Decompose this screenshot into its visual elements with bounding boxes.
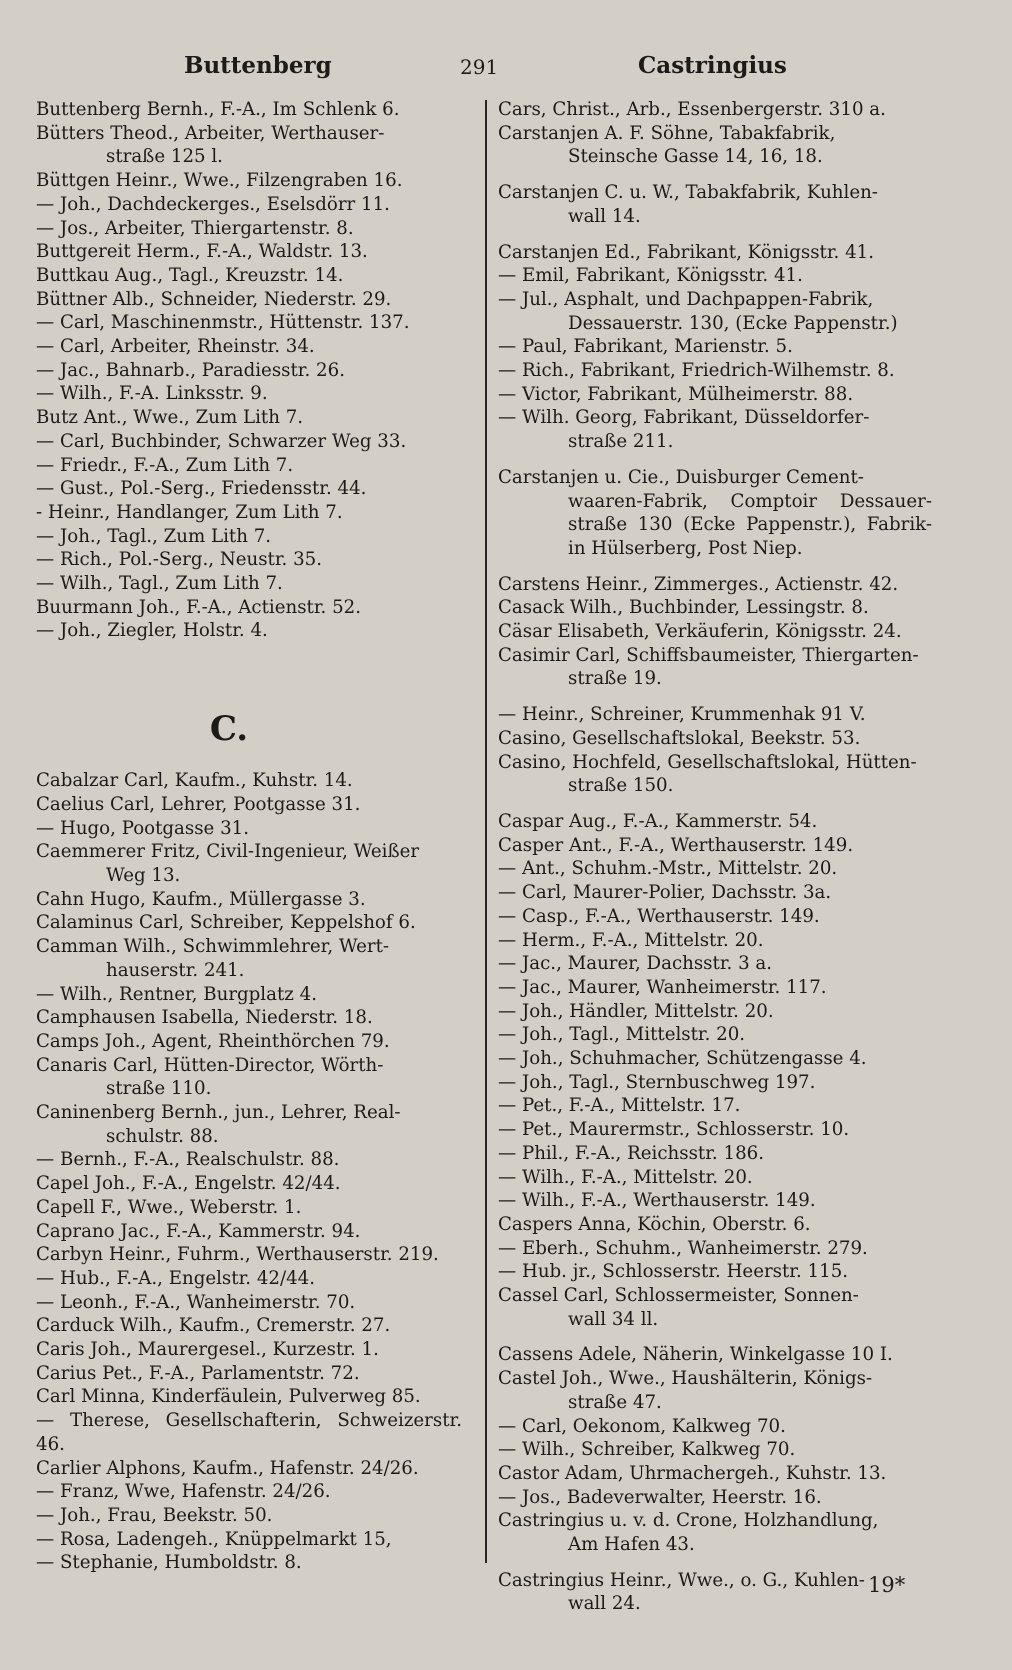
- entry-text: — Wilh., Schreiber, Kalkweg 70.: [498, 1439, 796, 1461]
- entry-text: — Jos., Arbeiter, Thiergartenstr. 8.: [36, 217, 354, 239]
- directory-entry: [498, 264, 932, 288]
- entry-text: — Carl, Maschinenmstr., Hüttenstr. 137.: [36, 312, 410, 334]
- directory-entry: [36, 1504, 462, 1528]
- entry-text: — Joh., Tagl., Mittelstr. 20.: [498, 1024, 746, 1046]
- entry-text: — Pet., Maurermstr., Schlosserstr. 10.: [498, 1119, 850, 1141]
- entry-continuation: hauserstr. 241.: [106, 959, 245, 981]
- directory-entry: [36, 1267, 462, 1291]
- left-column-entries-c-section: [36, 769, 462, 1575]
- directory-entry: [36, 1385, 462, 1409]
- directory-entry: [498, 1023, 932, 1047]
- entry-text: Carstanjen A. F. Söhne, Tabakfabrik,: [498, 122, 836, 144]
- entry-text: — Heinr., Schreiner, Krummenhak 91 V.: [498, 704, 866, 726]
- directory-entry: [498, 1166, 932, 1190]
- entry-text: — Pet., F.-A., Mittelstr. 17.: [498, 1095, 741, 1117]
- directory-entry: [498, 98, 932, 122]
- entry-text: — Leonh., F.-A., Wanheimerstr. 70.: [36, 1291, 356, 1313]
- entry-text: — Carl, Buchbinder, Schwarzer Weg 33.: [36, 430, 407, 452]
- column-divider: [485, 100, 487, 1563]
- entry-continuation: straße 47.: [568, 1391, 662, 1413]
- entry-text: Castel Joh., Wwe., Haushälterin, Königs-: [498, 1368, 873, 1390]
- entry-text: — Victor, Fabrikant, Mülheimerstr. 88.: [498, 383, 854, 405]
- entry-text: Castor Adam, Uhrmachergeh., Kuhstr. 13.: [498, 1462, 887, 1484]
- directory-entry: [498, 1118, 932, 1142]
- directory-entry: [498, 952, 932, 976]
- entry-text: Buurmann Joh., F.-A., Actienstr. 52.: [36, 596, 362, 618]
- directory-entry: [498, 881, 932, 905]
- page-number: 291: [460, 55, 499, 79]
- entry-text: — Rich., Fabrikant, Friedrich-Wilhemstr. 8.: [498, 360, 895, 382]
- directory-entry: [498, 1462, 932, 1486]
- entry-text: Caninenberg Bernh., jun., Lehrer, Real-: [36, 1102, 401, 1124]
- directory-entry: [36, 596, 462, 620]
- directory-entry: [498, 751, 932, 798]
- entry-text: Calaminus Carl, Schreiber, Keppelshof 6.: [36, 912, 416, 934]
- directory-entry: [36, 122, 462, 169]
- directory-entry: [36, 193, 462, 217]
- entry-continuation: Dessauerstr. 130, (Ecke Pappenstr.): [568, 312, 898, 334]
- entry-continuation: wall 34 ll.: [568, 1308, 659, 1330]
- entry-text: — Rosa, Ladengeh., Knüppelmarkt 15,: [36, 1528, 392, 1550]
- entry-spacer: [498, 691, 932, 703]
- entry-text: Cassens Adele, Näherin, Winkelgasse 10 I.: [498, 1344, 893, 1366]
- entry-text: - Heinr., Handlanger, Zum Lith 7.: [36, 501, 343, 523]
- entry-text: — Wilh., F.-A., Werthauserstr. 149.: [498, 1190, 816, 1212]
- directory-entry: [498, 1142, 932, 1166]
- entry-text: — Carl, Maurer-Polier, Dachsstr. 3a.: [498, 882, 832, 904]
- directory-entry: [498, 122, 932, 169]
- entry-text: — Joh., Tagl., Sternbuschweg 197.: [498, 1071, 816, 1093]
- entry-text: Caspar Aug., F.-A., Kammerstr. 54.: [498, 810, 818, 832]
- entry-text: — Rich., Pol.-Serg., Neustr. 35.: [36, 549, 323, 571]
- directory-entry: [36, 1101, 462, 1148]
- directory-entry: [36, 817, 462, 841]
- entry-continuation: waaren-Fabrik, Comptoir Dessauer- straße 130 (Ecke Pappenstr.), Fabrik- in Hülserberg, Post Niep.: [568, 490, 932, 559]
- entry-spacer: [498, 1557, 932, 1569]
- entry-text: Carstanjen u. Cie., Duisburger Cement-: [498, 466, 864, 488]
- entry-text: Carlier Alphons, Kaufm., Hafenstr. 24/26.: [36, 1457, 419, 1479]
- directory-entry: [36, 548, 462, 572]
- directory-entry: [498, 703, 932, 727]
- entry-text: Büttner Alb., Schneider, Niederstr. 29.: [36, 288, 392, 310]
- directory-entry: [36, 406, 462, 430]
- entry-continuation: straße 110.: [106, 1078, 212, 1100]
- directory-entry: [36, 1338, 462, 1362]
- directory-entry: [498, 1260, 932, 1284]
- right-column-entries: [498, 98, 932, 1616]
- directory-entry: [498, 241, 932, 265]
- directory-entry: [36, 619, 462, 643]
- header-left-title: Buttenberg: [184, 52, 332, 79]
- directory-entry: [498, 834, 932, 858]
- directory-entry: [498, 976, 932, 1000]
- entry-spacer: [498, 798, 932, 810]
- entry-text: Casino, Gesellschaftslokal, Beekstr. 53.: [498, 727, 861, 749]
- directory-entry: [498, 1094, 932, 1118]
- entry-text: Camman Wilh., Schwimmlehrer, Wert-: [36, 936, 390, 958]
- entry-text: Caris Joh., Maurergesel., Kurzestr. 1.: [36, 1339, 379, 1361]
- directory-entry: [498, 1071, 932, 1095]
- directory-entry: [36, 359, 462, 383]
- directory-entry: [498, 573, 932, 597]
- entry-text: — Bernh., F.-A., Realschulstr. 88.: [36, 1149, 340, 1171]
- header-right-title: Castringius: [638, 52, 787, 79]
- directory-entry: [36, 1409, 462, 1456]
- directory-entry: [498, 181, 932, 228]
- directory-entry: [36, 572, 462, 596]
- entry-text: — Stephanie, Humboldstr. 8.: [36, 1552, 302, 1574]
- entry-continuation: Am Hafen 43.: [568, 1534, 695, 1556]
- directory-entry: [36, 1362, 462, 1386]
- entry-text: Castringius u. v. d. Crone, Holzhandlung,: [498, 1510, 879, 1532]
- entry-text: Carstens Heinr., Zimmerges., Actienstr. 42.: [498, 573, 899, 595]
- directory-entry: [498, 1047, 932, 1071]
- left-column: [36, 98, 462, 1575]
- entry-continuation: straße 150.: [568, 775, 674, 797]
- entry-text: — Joh., Tagl., Zum Lith 7.: [36, 525, 272, 547]
- directory-entry: [498, 1509, 932, 1556]
- directory-entry: [498, 620, 932, 644]
- directory-entry: [36, 888, 462, 912]
- entry-spacer: [498, 561, 932, 573]
- entry-text: — Therese, Gesellschafterin, Schweizerstr. 46.: [36, 1410, 462, 1455]
- directory-entry: [36, 1243, 462, 1267]
- directory-entry: [498, 810, 932, 834]
- directory-entry: [36, 1030, 462, 1054]
- entry-text: — Jac., Maurer, Wanheimerstr. 117.: [498, 976, 827, 998]
- entry-continuation: straße 125 l.: [106, 146, 223, 168]
- directory-entry: [36, 264, 462, 288]
- directory-entry: [36, 477, 462, 501]
- entry-text: — Ant., Schuhm.-Mstr., Mittelstr. 20.: [498, 858, 838, 880]
- directory-entry: [498, 1284, 932, 1331]
- directory-entry: [36, 840, 462, 887]
- entry-text: Buttenberg Bernh., F.-A., Im Schlenk 6.: [36, 99, 400, 120]
- entry-text: Casimir Carl, Schiffsbaumeister, Thiergarten-: [498, 644, 919, 666]
- entry-text: Cars, Christ., Arb., Essenbergerstr. 310 a.: [498, 99, 886, 120]
- entry-text: — Carl, Oekonom, Kalkweg 70.: [498, 1415, 786, 1437]
- entry-text: — Hub., F.-A., Engelstr. 42/44.: [36, 1267, 316, 1289]
- directory-entry: [36, 311, 462, 335]
- entry-text: Carstanjen Ed., Fabrikant, Königsstr. 41.: [498, 241, 875, 263]
- entry-text: Bütters Theod., Arbeiter, Werthauser-: [36, 122, 385, 144]
- directory-entry: [498, 644, 932, 691]
- directory-entry: [498, 727, 932, 751]
- directory-entry: [498, 1367, 932, 1414]
- entry-continuation: wall 14.: [568, 205, 641, 227]
- entry-text: Carbyn Heinr., Fuhrm., Werthauserstr. 219.: [36, 1244, 439, 1266]
- directory-entry: [36, 1528, 462, 1552]
- directory-entry: [36, 1148, 462, 1172]
- directory-entry: [36, 1196, 462, 1220]
- left-column-entries-b-section: [36, 98, 462, 643]
- entry-text: Canaris Carl, Hütten-Director, Wörth-: [36, 1054, 384, 1076]
- entry-text: — Herm., F.-A., Mittelstr. 20.: [498, 929, 764, 951]
- entry-continuation: wall 24.: [568, 1593, 641, 1615]
- directory-entry: [498, 406, 932, 453]
- right-column: [498, 98, 932, 1616]
- directory-entry: [498, 1189, 932, 1213]
- directory-entry: [36, 240, 462, 264]
- entry-text: — Gust., Pol.-Serg., Friedensstr. 44.: [36, 478, 367, 500]
- directory-entry: [498, 288, 932, 335]
- directory-entry: [36, 430, 462, 454]
- directory-entry: [498, 1237, 932, 1261]
- entry-text: Caemmerer Fritz, Civil-Ingenieur, Weißer: [36, 841, 420, 863]
- entry-text: Buttgereit Herm., F.-A., Waldstr. 13.: [36, 241, 368, 263]
- entry-text: Cahn Hugo, Kaufm., Müllergasse 3.: [36, 888, 366, 910]
- entry-text: — Joh., Ziegler, Holstr. 4.: [36, 620, 268, 642]
- entry-continuation: straße 19.: [568, 668, 662, 690]
- directory-entry: [36, 288, 462, 312]
- directory-entry: [498, 1569, 932, 1616]
- directory-entry: [498, 905, 932, 929]
- entry-text: — Joh., Dachdeckerges., Eselsdörr 11.: [36, 193, 390, 215]
- directory-entry: [36, 1457, 462, 1481]
- entry-text: Büttgen Heinr., Wwe., Filzengraben 16.: [36, 170, 403, 192]
- entry-text: — Paul, Fabrikant, Marienstr. 5.: [498, 336, 793, 358]
- directory-entry: [498, 1486, 932, 1510]
- entry-text: Camps Joh., Agent, Rheinthörchen 79.: [36, 1030, 390, 1052]
- directory-entry: [498, 1438, 932, 1462]
- directory-entry: [36, 935, 462, 982]
- entry-text: — Wilh., F.-A. Linksstr. 9.: [36, 383, 268, 405]
- entry-text: — Emil, Fabrikant, Königsstr. 41.: [498, 265, 803, 287]
- directory-entry: [498, 1213, 932, 1237]
- entry-text: — Jac., Maurer, Dachsstr. 3 a.: [498, 953, 773, 975]
- directory-entry: [498, 359, 932, 383]
- entry-spacer: [498, 229, 932, 241]
- entry-spacer: [498, 454, 932, 466]
- directory-entry: [36, 382, 462, 406]
- entry-text: Castringius Heinr., Wwe., o. G., Kuhlen-: [498, 1569, 865, 1591]
- entry-text: Carduck Wilh., Kaufm., Cremerstr. 27.: [36, 1315, 391, 1337]
- directory-entry: [36, 1006, 462, 1030]
- entry-text: Carius Pet., F.-A., Parlamentstr. 72.: [36, 1362, 360, 1384]
- entry-text: Carstanjen C. u. W., Tabakfabrik, Kuhlen-: [498, 182, 878, 204]
- directory-entry: [498, 857, 932, 881]
- entry-text: — Casp., F.-A., Werthauserstr. 149.: [498, 905, 820, 927]
- entry-continuation: Steinsche Gasse 14, 16, 18.: [568, 146, 823, 168]
- entry-text: — Joh., Schuhmacher, Schützengasse 4.: [498, 1048, 867, 1070]
- entry-continuation: straße 211.: [568, 431, 674, 453]
- entry-text: Caspers Anna, Köchin, Oberstr. 6.: [498, 1213, 811, 1235]
- entry-spacer: [498, 1331, 932, 1343]
- directory-entry: [36, 1314, 462, 1338]
- directory-entry: [36, 1054, 462, 1101]
- entry-text: — Joh., Händler, Mittelstr. 20.: [498, 1000, 774, 1022]
- entry-text: — Wilh., Tagl., Zum Lith 7.: [36, 573, 283, 595]
- entry-text: — Wilh., F.-A., Mittelstr. 20.: [498, 1166, 753, 1188]
- entry-text: Buttkau Aug., Tagl., Kreuzstr. 14.: [36, 264, 344, 286]
- directory-entry: [36, 983, 462, 1007]
- entry-text: Capel Joh., F.-A., Engelstr. 42/44.: [36, 1173, 341, 1195]
- directory-entry: [36, 1220, 462, 1244]
- directory-entry: [498, 335, 932, 359]
- directory-entry: [498, 596, 932, 620]
- entry-text: — Jac., Bahnarb., Paradiesstr. 26.: [36, 359, 345, 381]
- entry-spacer: [498, 169, 932, 181]
- entry-text: — Wilh. Georg, Fabrikant, Düsseldorfer-: [498, 407, 870, 429]
- directory-entry: [36, 1172, 462, 1196]
- entry-text: Caelius Carl, Lehrer, Pootgasse 31.: [36, 793, 361, 815]
- directory-entry: [36, 793, 462, 817]
- entry-text: Carl Minna, Kinderfäulein, Pulverweg 85.: [36, 1386, 421, 1408]
- directory-entry: [498, 466, 932, 561]
- directory-entry: [498, 929, 932, 953]
- directory-entry: [36, 335, 462, 359]
- entry-text: — Joh., Frau, Beekstr. 50.: [36, 1504, 273, 1526]
- entry-continuation: schulstr. 88.: [106, 1125, 219, 1147]
- entry-text: — Jul., Asphalt, und Dachpappen-Fabrik,: [498, 288, 874, 310]
- footer-signature: 19*: [868, 1573, 906, 1597]
- directory-entry: [36, 501, 462, 525]
- directory-entry: [36, 911, 462, 935]
- directory-entry: [36, 454, 462, 478]
- directory-entry: [36, 217, 462, 241]
- entry-text: Casper Ant., F.-A., Werthauserstr. 149.: [498, 834, 854, 856]
- entry-text: — Jos., Badeverwalter, Heerstr. 16.: [498, 1486, 822, 1508]
- directory-entry: [36, 525, 462, 549]
- entry-text: Cäsar Elisabeth, Verkäuferin, Königsstr. 24.: [498, 621, 902, 643]
- directory-entry: [498, 1343, 932, 1367]
- entry-text: Casack Wilh., Buchbinder, Lessingstr. 8.: [498, 597, 869, 619]
- entry-text: Caprano Jac., F.-A., Kammerstr. 94.: [36, 1220, 361, 1242]
- directory-entry: [36, 769, 462, 793]
- entry-text: — Hub. jr., Schlosserstr. Heerstr. 115.: [498, 1261, 849, 1283]
- directory-entry: [36, 169, 462, 193]
- entry-text: — Hugo, Pootgasse 31.: [36, 817, 250, 839]
- directory-entry: [36, 1480, 462, 1504]
- entry-text: — Phil., F.-A., Reichsstr. 186.: [498, 1142, 764, 1164]
- entry-continuation: Weg 13.: [106, 864, 181, 886]
- entry-text: Casino, Hochfeld, Gesellschaftslokal, Hütten-: [498, 751, 917, 773]
- directory-entry: [36, 1551, 462, 1575]
- entry-text: Camphausen Isabella, Niederstr. 18.: [36, 1007, 373, 1029]
- entry-text: Butz Ant., Wwe., Zum Lith 7.: [36, 407, 304, 429]
- section-letter-heading: C.: [209, 709, 249, 750]
- entry-text: — Wilh., Rentner, Burgplatz 4.: [36, 983, 317, 1005]
- entry-text: — Carl, Arbeiter, Rheinstr. 34.: [36, 336, 315, 358]
- entry-text: Cabalzar Carl, Kaufm., Kuhstr. 14.: [36, 770, 353, 792]
- directory-entry: [36, 1291, 462, 1315]
- entry-text: — Friedr., F.-A., Zum Lith 7.: [36, 454, 294, 476]
- entry-text: — Eberh., Schuhm., Wanheimerstr. 279.: [498, 1237, 868, 1259]
- directory-entry: [498, 1415, 932, 1439]
- directory-entry: [498, 383, 932, 407]
- entry-text: Capell F., Wwe., Weberstr. 1.: [36, 1196, 302, 1218]
- entry-text: Cassel Carl, Schlossermeister, Sonnen-: [498, 1285, 859, 1307]
- entry-text: — Franz, Wwe, Hafenstr. 24/26.: [36, 1481, 331, 1503]
- directory-entry: [36, 98, 462, 122]
- directory-entry: [498, 1000, 932, 1024]
